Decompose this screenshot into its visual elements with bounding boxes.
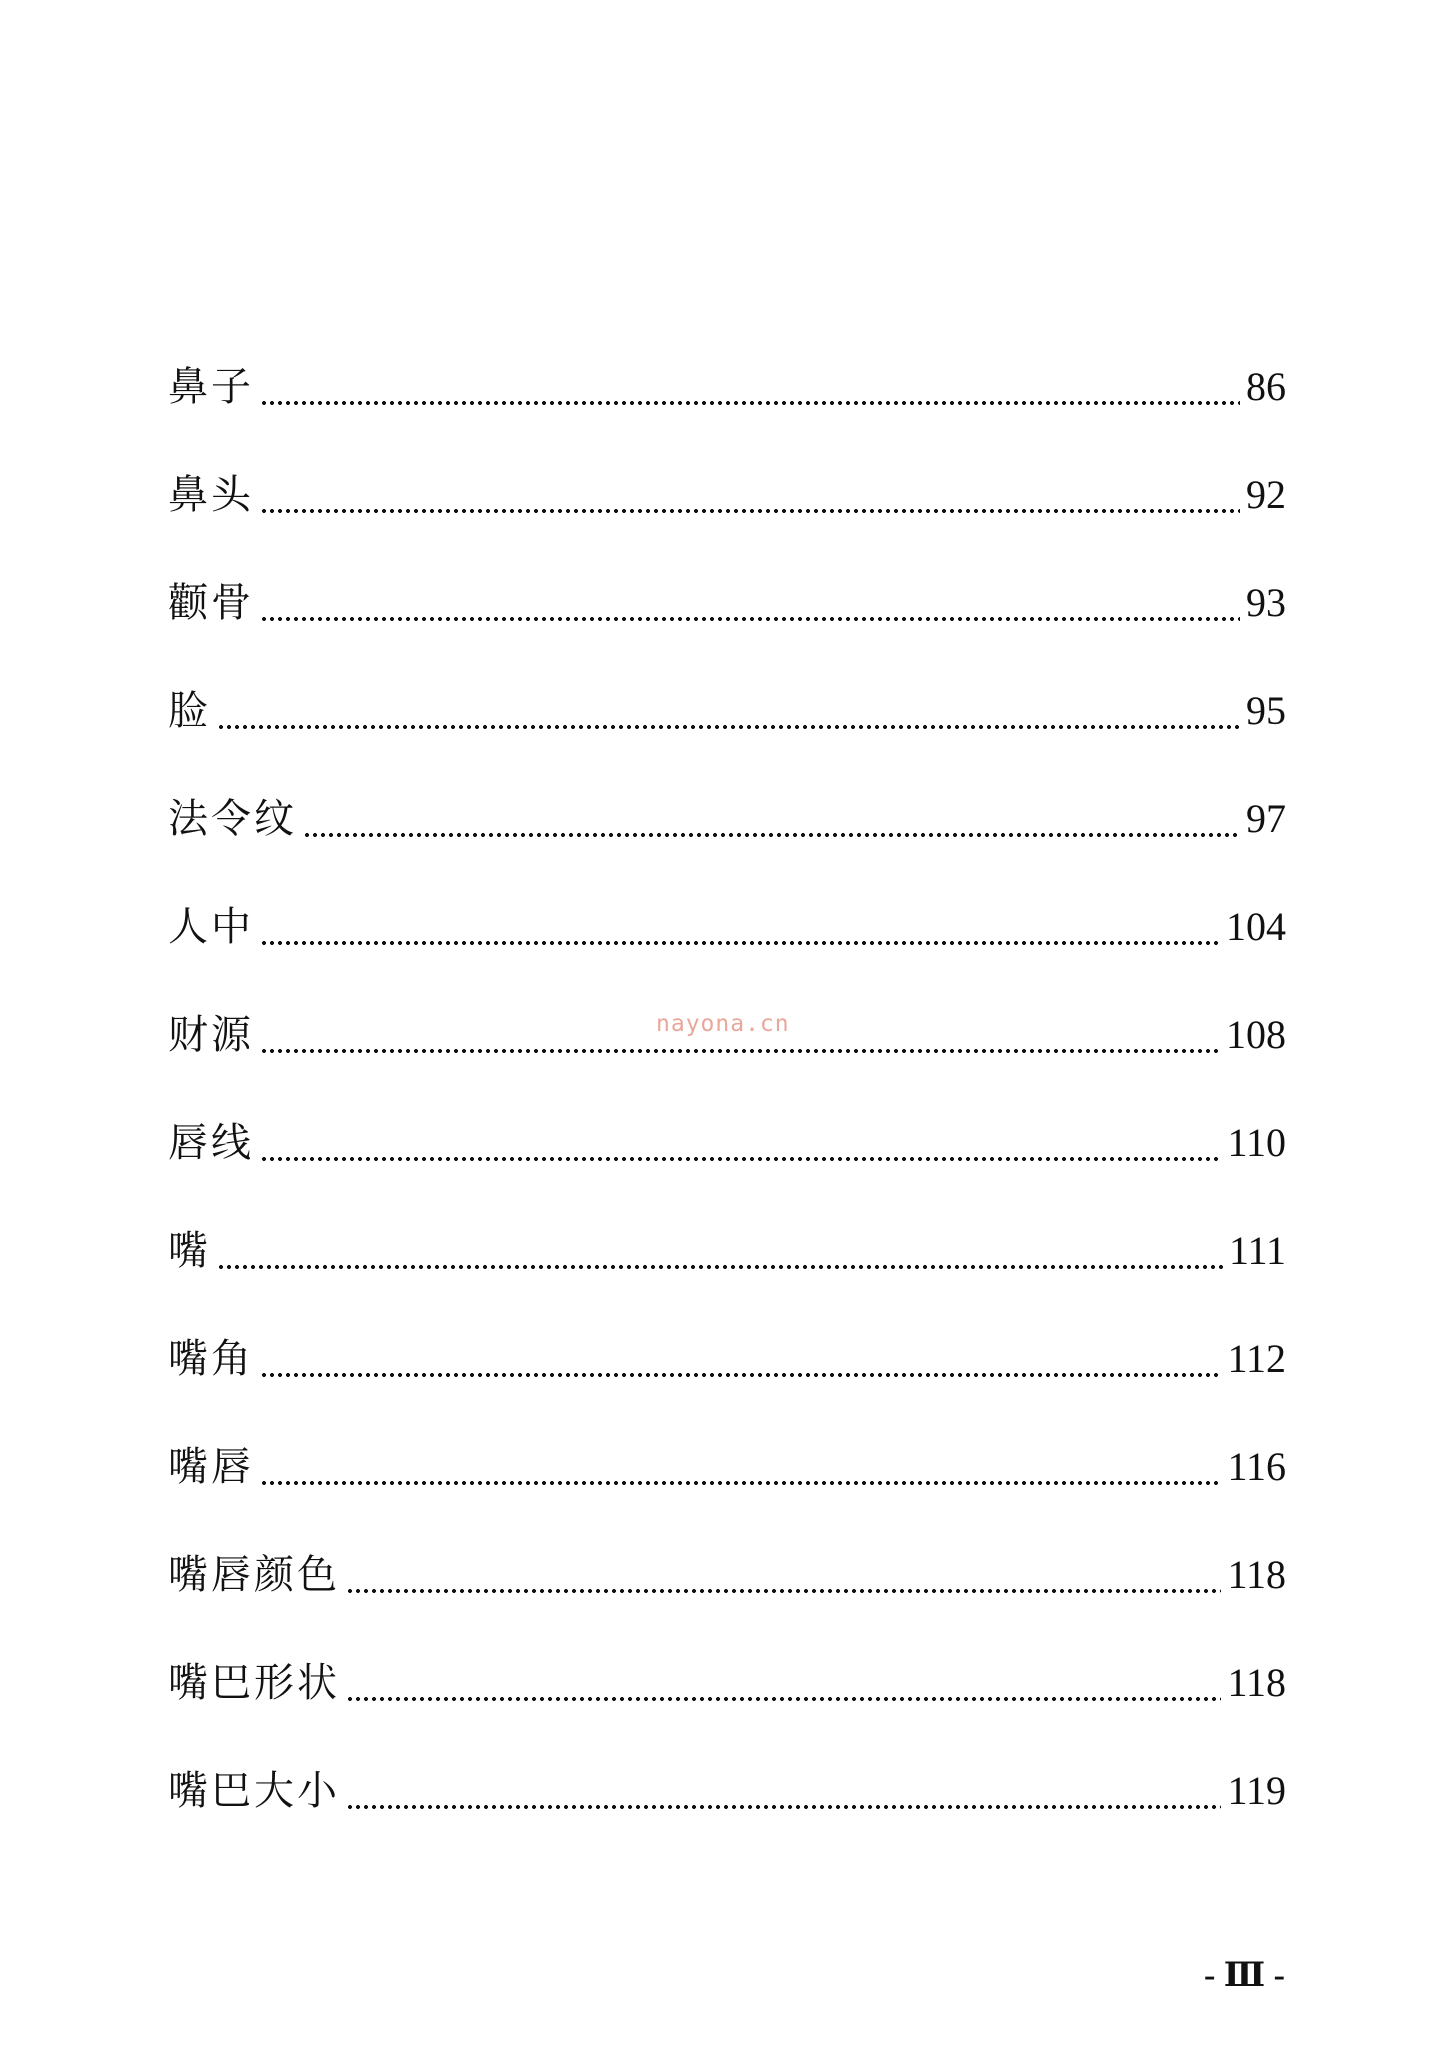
toc-entry[interactable] xyxy=(168,1383,1286,1491)
toc-entry-page: 92 xyxy=(1246,472,1286,517)
toc-entry-title: 唇线 xyxy=(168,1120,254,1166)
dot-leader xyxy=(260,1049,1220,1053)
toc-entry-page: 104 xyxy=(1226,904,1286,949)
dot-leader xyxy=(346,1697,1221,1701)
toc-entry-title: 鼻头 xyxy=(168,472,254,518)
toc-entry-title: 嘴巴大小 xyxy=(168,1768,340,1814)
toc-entry[interactable] xyxy=(168,1707,1286,1815)
dot-leader xyxy=(303,833,1240,837)
toc-entry[interactable] xyxy=(168,1059,1286,1167)
dot-leader xyxy=(346,1589,1221,1593)
toc-entry-title: 法令纹 xyxy=(168,796,297,842)
toc-entry-page: 86 xyxy=(1246,364,1286,409)
toc-entry[interactable] xyxy=(168,627,1286,735)
toc-entry[interactable] xyxy=(168,519,1286,627)
toc-entry-page: 108 xyxy=(1226,1012,1286,1057)
toc-entry[interactable] xyxy=(168,1599,1286,1707)
toc-entry-title: 嘴唇 xyxy=(168,1444,254,1490)
dot-leader xyxy=(260,401,1240,405)
page-number: - Ⅲ - xyxy=(1203,1957,1285,1994)
toc-entry-page: 118 xyxy=(1227,1552,1286,1597)
toc-entry-page: 116 xyxy=(1227,1444,1286,1489)
toc-entry-title: 财源 xyxy=(168,1012,254,1058)
dot-leader xyxy=(260,1481,1221,1485)
toc-entry-page: 111 xyxy=(1228,1228,1286,1273)
toc-entry[interactable] xyxy=(168,1167,1286,1275)
dot-leader xyxy=(260,1373,1221,1377)
toc-entry[interactable] xyxy=(168,303,1286,411)
dot-leader xyxy=(260,1157,1221,1161)
toc-entry[interactable] xyxy=(168,1491,1286,1599)
dot-leader xyxy=(260,509,1240,513)
toc-entry-page: 112 xyxy=(1227,1336,1286,1381)
toc-entry-title: 嘴唇颜色 xyxy=(168,1552,340,1598)
toc-entry-title: 鼻子 xyxy=(168,364,254,410)
toc-entry[interactable] xyxy=(168,735,1286,843)
toc-entry-page: 95 xyxy=(1246,688,1286,733)
toc-entry[interactable] xyxy=(168,843,1286,951)
watermark: nayona.cn xyxy=(656,1011,790,1037)
dot-leader xyxy=(260,941,1220,945)
dot-leader xyxy=(346,1805,1221,1809)
toc-entry[interactable] xyxy=(168,411,1286,519)
dot-leader xyxy=(260,617,1240,621)
dot-leader xyxy=(217,1265,1223,1269)
dot-leader xyxy=(217,725,1240,729)
toc-entry-title: 嘴巴形状 xyxy=(168,1660,340,1706)
toc-entry-page: 119 xyxy=(1227,1768,1286,1813)
toc-entry[interactable] xyxy=(168,951,1286,1059)
toc-entry-page: 110 xyxy=(1227,1120,1286,1165)
toc-entry-title: 嘴角 xyxy=(168,1336,254,1382)
toc-entry[interactable] xyxy=(168,1275,1286,1383)
toc-entry-title: 人中 xyxy=(168,904,254,950)
toc-entry-page: 118 xyxy=(1227,1660,1286,1705)
toc-entry-title: 嘴 xyxy=(168,1228,211,1274)
table-of-contents xyxy=(168,303,1286,1815)
toc-entry-title: 脸 xyxy=(168,688,211,734)
toc-entry-title: 颧骨 xyxy=(168,580,254,626)
toc-entry-page: 93 xyxy=(1246,580,1286,625)
toc-entry-page: 97 xyxy=(1246,796,1286,841)
